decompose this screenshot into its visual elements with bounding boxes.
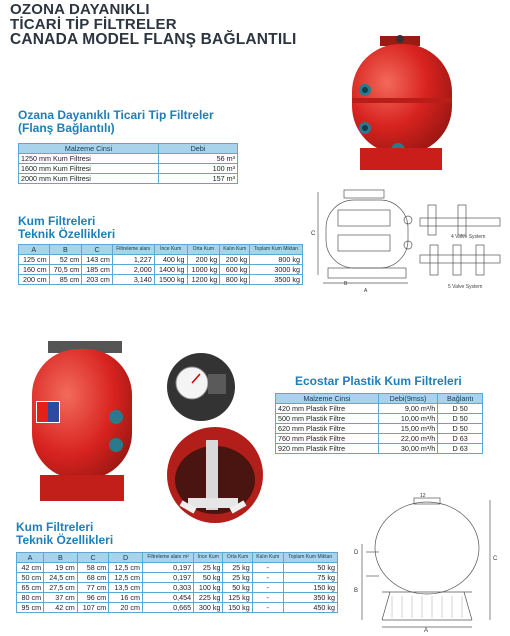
table-cell: 58 cm [77,563,109,573]
four-valve-label: 4 Valve System [451,234,486,240]
table-cell: 300 kg [194,603,223,613]
table-cell: 200 kg [187,255,220,265]
table-row [17,593,338,603]
sand-table-1-title [18,215,115,241]
header-line-2: TİCARİ TİP FİLTRELER [10,16,177,33]
table-cell: 3000 kg [250,265,303,275]
col-header: C [82,245,113,255]
commercial-filter-tank-image [340,30,465,175]
table-cell: 920 mm Plastik Filtre [276,444,379,454]
table-cell: - [252,593,283,603]
col-header: D [109,553,143,563]
col-header: Malzeme Cinsi [19,144,159,154]
table-cell: 12,5 cm [109,573,143,583]
table-row [19,154,238,164]
table-cell: 500 mm Plastik Filtre [276,414,379,424]
col-header: İnce Kum [154,245,187,255]
col-header: Orta Kum [187,245,220,255]
header-line-1: OZONA DAYANIKLI [10,1,150,18]
flange-title-line-1: Ozana Dayanıklı Ticari Tip Filtreler [18,108,214,122]
col-header: B [49,245,82,255]
ecostar-title: Ecostar Plastik Kum Filtreleri [295,374,462,388]
page-header [10,2,297,47]
table-cell: 65 cm [17,583,44,593]
table-cell: 0,665 [143,603,194,613]
table-cell: 9,00 m³/h [378,404,438,414]
col-header: C [77,553,109,563]
table-row [276,404,483,414]
table-cell: 37 cm [44,593,78,603]
table-cell: 1000 kg [187,265,220,275]
table-cell: 22,00 m³/h [378,434,438,444]
col-header: Toplam Kum Miktarı [283,553,337,563]
table-cell: 1500 kg [154,275,187,285]
table-cell: 50 cm [17,573,44,583]
table-header-row [276,394,483,404]
table-header-row [17,553,338,563]
table-cell: 125 cm [19,255,50,265]
table-row [276,444,483,454]
table-cell: D 63 [438,434,483,444]
table-cell: 10,00 m³/h [378,414,438,424]
sand2-title-line-2: Teknik Özellikleri [16,533,114,547]
table-cell: 70,5 cm [49,265,82,275]
col-header: A [19,245,50,255]
col-header: Toplam Kum Miktarı [250,245,303,255]
flange-table [18,143,238,184]
col-header: Filtreleme alanı [112,245,154,255]
table-cell: 0,454 [143,593,194,603]
valve-system-diagram [308,180,508,295]
table-header-row [19,144,238,154]
table-cell: D 50 [438,424,483,434]
table-cell: 50 kg [194,573,223,583]
table-row [19,275,303,285]
table-cell: 100 kg [194,583,223,593]
table-cell: 0,197 [143,563,194,573]
col-header: Filtreleme alanı m² [143,553,194,563]
table-cell: 100 m³ [159,164,238,174]
table-cell: 400 kg [154,255,187,265]
table-cell: 620 mm Plastik Filtre [276,424,379,434]
table-cell: 200 cm [19,275,50,285]
ecostar-table [275,393,483,454]
table-cell: 85 cm [49,275,82,285]
table-cell: 20 cm [109,603,143,613]
filter-internals-image [166,420,264,530]
five-valve-label: 5 Valve System [448,284,483,290]
sand-table-1 [18,244,303,285]
table-row [17,563,338,573]
pressure-gauge-image [166,350,236,425]
table-row [17,603,338,613]
table-cell: 25 kg [223,573,252,583]
table-cell: 50 kg [223,583,252,593]
table-cell: 2,000 [112,265,154,275]
table-cell: 95 cm [17,603,44,613]
col-header: Kalın Kum [252,553,283,563]
dim-label-b: B [344,281,348,287]
table-cell: 16 cm [109,593,143,603]
table-cell: 75 kg [283,573,337,583]
table-cell: 2000 mm Kum Filtresi [19,174,159,184]
flange-title-line-2: (Flanş Bağlantılı) [18,121,115,135]
table-cell: 3500 kg [250,275,303,285]
table-cell: 42 cm [44,603,78,613]
col-header: Bağlantı [438,394,483,404]
table-cell: - [252,583,283,593]
dim-label-a: A [364,288,368,294]
table-row [276,424,483,434]
table-cell: 68 cm [77,573,109,583]
table-cell: 96 cm [77,593,109,603]
table-cell: 30,00 m³/h [378,444,438,454]
table-cell: - [252,573,283,583]
table-row [276,414,483,424]
col-header: Debi [159,144,238,154]
table-cell: 27,5 cm [44,583,78,593]
table-cell: 107 cm [77,603,109,613]
dim-label-top: 12 [420,493,426,499]
col-header: İnce Kum [194,553,223,563]
table-cell: - [252,563,283,573]
table-cell: 25 kg [194,563,223,573]
table-cell: 1400 kg [154,265,187,275]
table-cell: D 63 [438,444,483,454]
table-cell: 0,197 [143,573,194,583]
col-header: A [17,553,44,563]
table-cell: 200 kg [220,255,250,265]
table-row [17,573,338,583]
table-cell: - [252,603,283,613]
table-cell: 25 kg [223,563,252,573]
flange-table-title [18,109,214,135]
table-cell: 125 kg [223,593,252,603]
sand-table-2-title [16,521,113,547]
table-cell: 800 kg [220,275,250,285]
dim-label-c: C [493,556,498,562]
table-cell: 150 kg [283,583,337,593]
table-cell: 150 kg [223,603,252,613]
table-row [17,583,338,593]
table-cell: 225 kg [194,593,223,603]
table-cell: 1600 mm Kum Filtresi [19,164,159,174]
col-header: B [44,553,78,563]
table-cell: 203 cm [82,275,113,285]
table-cell: D 50 [438,404,483,414]
sand-table-2 [16,552,338,613]
table-cell: 19 cm [44,563,78,573]
table-row [19,174,238,184]
table-cell: 143 cm [82,255,113,265]
table-cell: 800 kg [250,255,303,265]
table-row [19,265,303,275]
table-cell: 160 cm [19,265,50,275]
table-cell: 52 cm [49,255,82,265]
col-header: Debi(9mss) [378,394,438,404]
col-header: Kalın Kum [220,245,250,255]
table-cell: 12,5 cm [109,563,143,573]
dim-label-c: C [311,231,316,237]
table-cell: 1250 mm Kum Filtresi [19,154,159,164]
sand2-title-line-1: Kum Filtreleri [16,520,94,534]
table-row [276,434,483,444]
table-cell: D 50 [438,414,483,424]
dim-label-d: D [354,550,359,556]
table-cell: 600 kg [220,265,250,275]
table-cell: 350 kg [283,593,337,603]
table-cell: 450 kg [283,603,337,613]
header-line-3: CANADA MODEL FLANŞ BAĞLANTILI [10,31,297,48]
table-cell: 420 mm Plastik Filtre [276,404,379,414]
table-cell: 77 cm [77,583,109,593]
dim-label-b: B [354,588,359,594]
col-header: Orta Kum [223,553,252,563]
table-cell: 15,00 m³/h [378,424,438,434]
table-cell: 1200 kg [187,275,220,285]
sand1-title-line-2: Teknik Özellikleri [18,227,116,241]
table-cell: 50 kg [283,563,337,573]
ecostar-dimension-diagram [352,492,502,632]
table-cell: 0,303 [143,583,194,593]
table-cell: 42 cm [17,563,44,573]
table-row [19,255,303,265]
table-cell: 24,5 cm [44,573,78,583]
table-cell: 185 cm [82,265,113,275]
table-cell: 56 m³ [159,154,238,164]
table-cell: 3,140 [112,275,154,285]
ecostar-filter-tank-image [28,335,140,505]
table-cell: 1,227 [112,255,154,265]
table-cell: 157 m³ [159,174,238,184]
table-cell: 80 cm [17,593,44,603]
table-cell: 13,5 cm [109,583,143,593]
table-row [19,164,238,174]
dim-label-a: A [424,628,429,632]
table-cell: 760 mm Plastik Filtre [276,434,379,444]
table-header-row [19,245,303,255]
col-header: Malzeme Cinsi [276,394,379,404]
sand1-title-line-1: Kum Filtreleri [18,214,96,228]
